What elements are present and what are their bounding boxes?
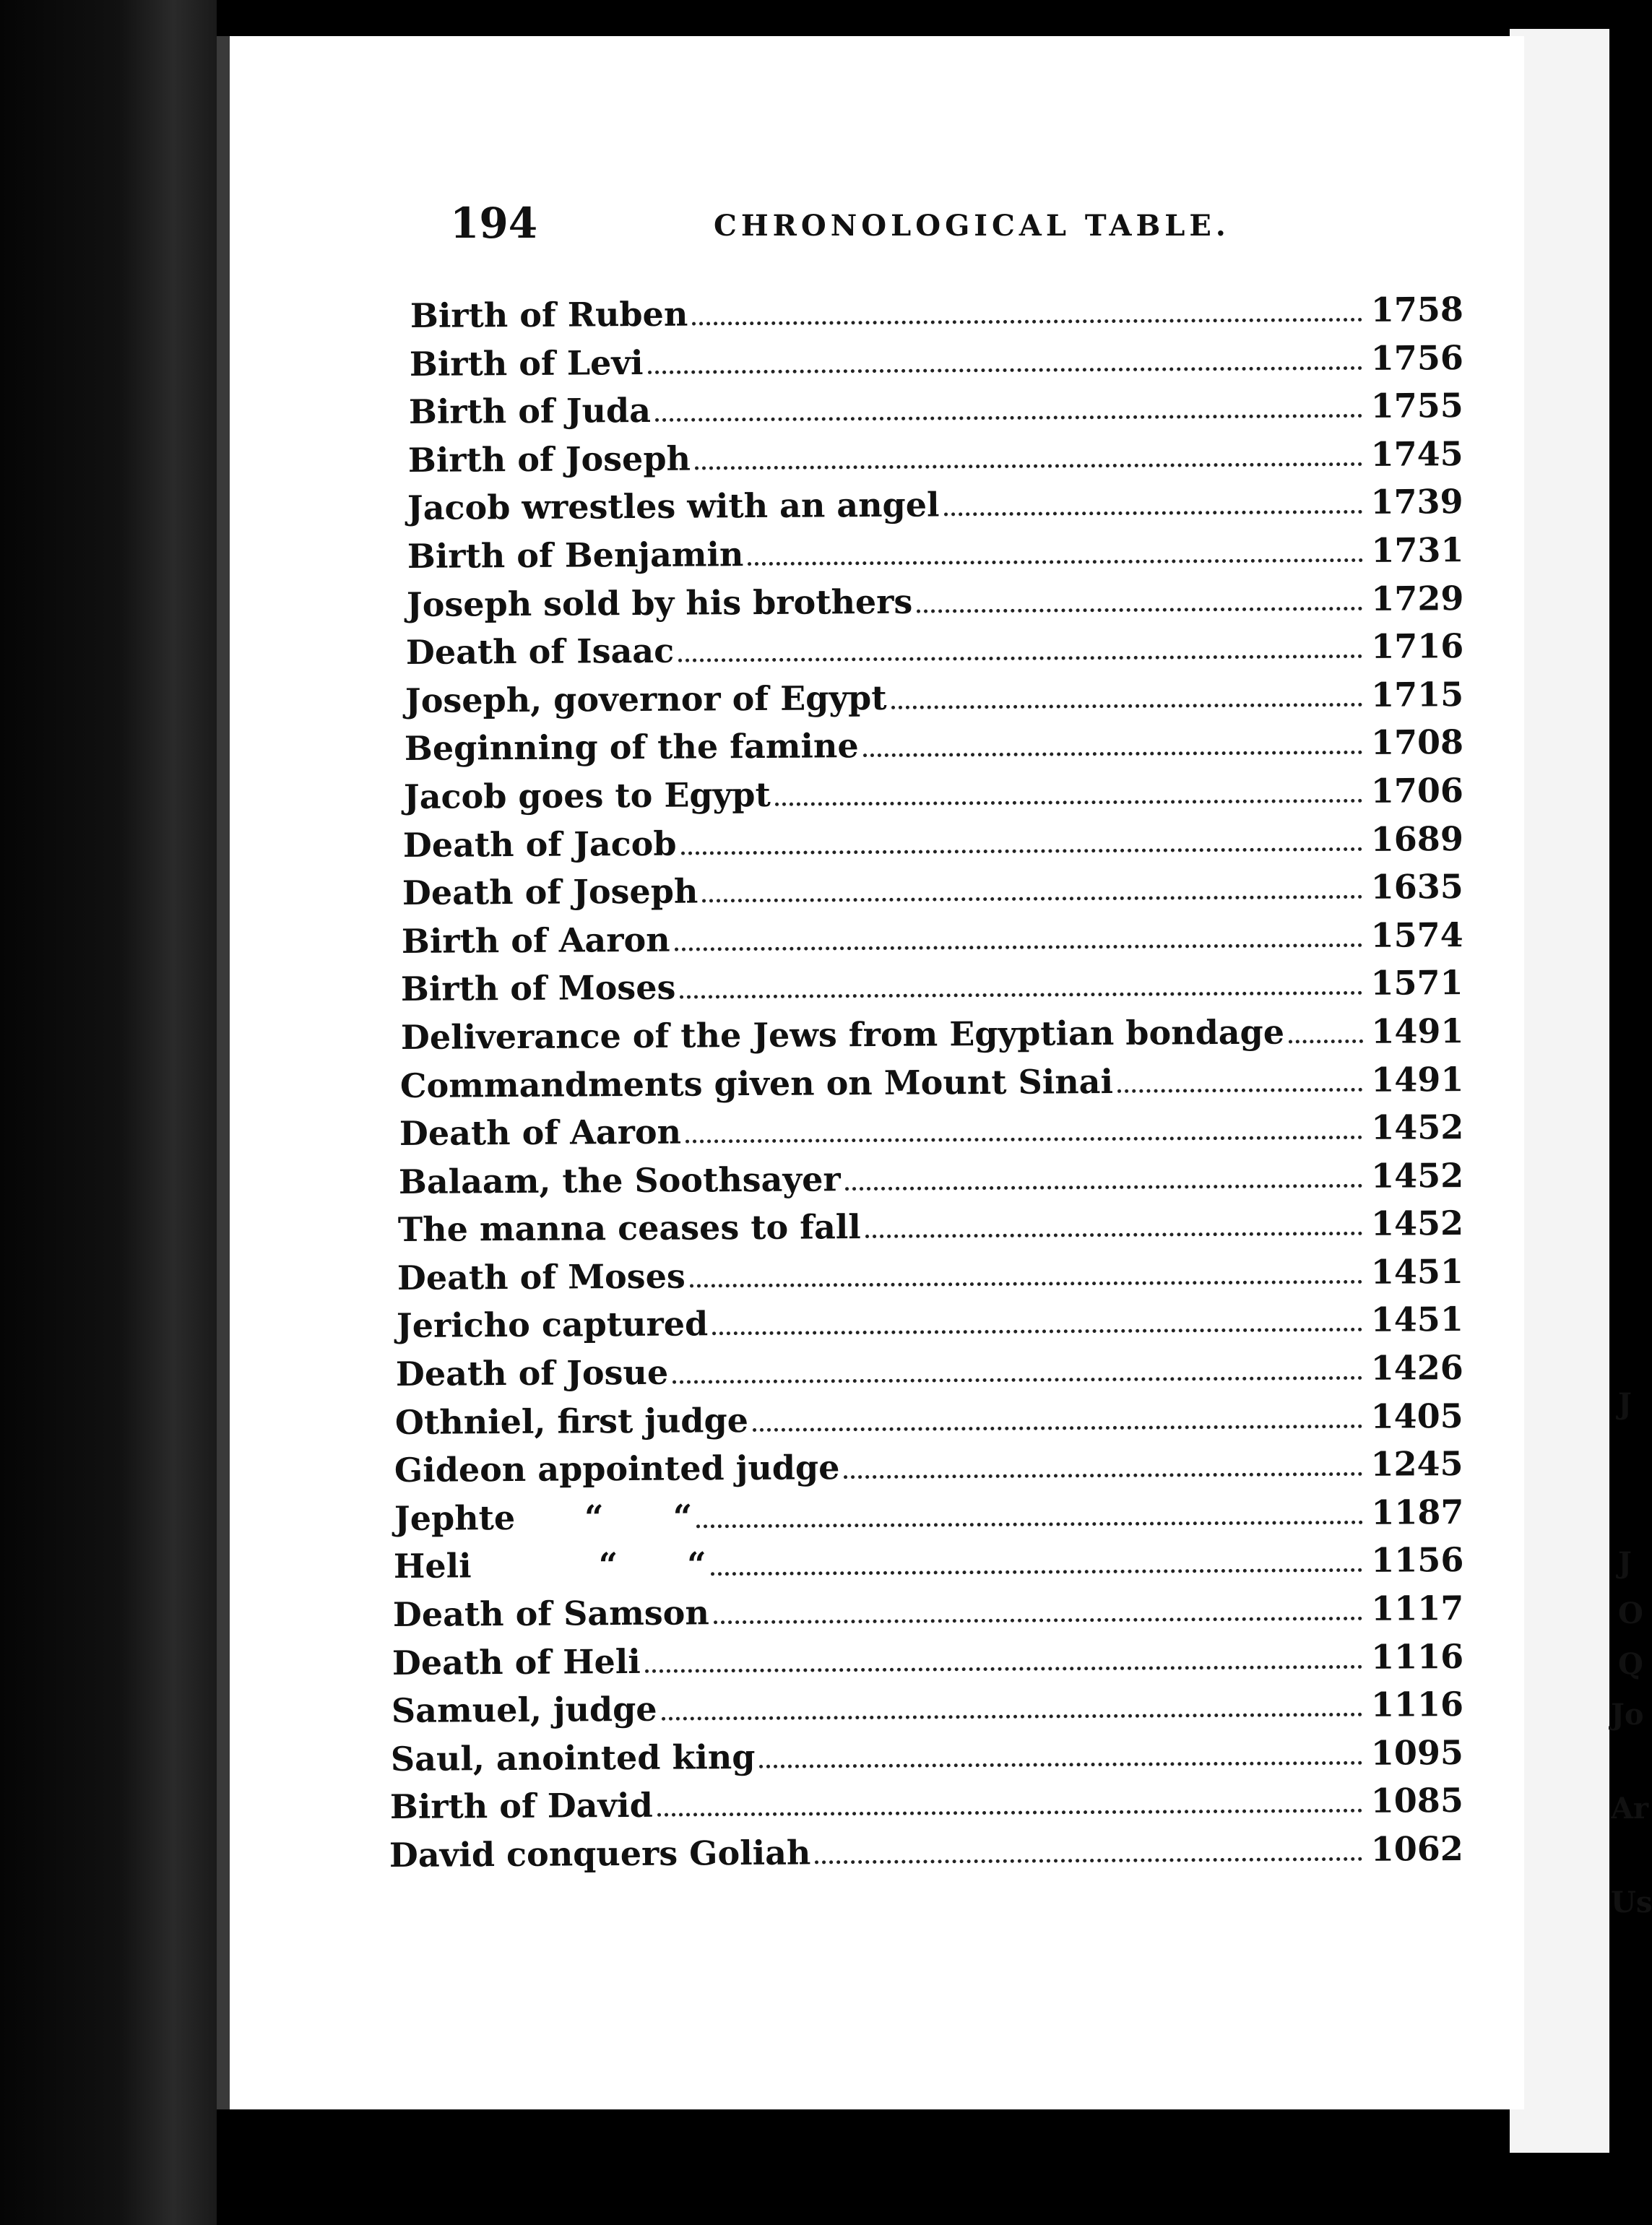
chronology-entry bbox=[389, 1828, 1464, 1884]
chronology-entry bbox=[401, 963, 1464, 1017]
event-name: Deliverance of the Jews from Egyptian bondage bbox=[400, 1012, 1284, 1057]
event-year: 1715 bbox=[1370, 674, 1464, 714]
dot-leader bbox=[844, 1184, 1362, 1191]
event-name: Othniel, first judge bbox=[395, 1400, 749, 1442]
chronology-entry bbox=[408, 386, 1464, 440]
event-year: 1116 bbox=[1370, 1636, 1464, 1677]
chronology-entry bbox=[398, 1155, 1464, 1210]
event-year: 1245 bbox=[1370, 1444, 1464, 1484]
event-year: 1635 bbox=[1370, 867, 1464, 907]
facing-fragment: J bbox=[1618, 1546, 1632, 1580]
dot-leader bbox=[681, 847, 1362, 855]
chronology-entry bbox=[390, 1732, 1464, 1788]
event-name: Birth of Benjamin bbox=[407, 535, 744, 576]
dot-leader bbox=[695, 462, 1362, 470]
event-year: 1452 bbox=[1370, 1155, 1464, 1196]
facing-fragment: Us bbox=[1611, 1885, 1652, 1919]
event-year: 1491 bbox=[1370, 1011, 1464, 1051]
dot-leader bbox=[1289, 1040, 1362, 1044]
event-year: 1755 bbox=[1370, 386, 1464, 426]
dot-leader bbox=[1117, 1087, 1362, 1092]
dot-leader bbox=[712, 1328, 1362, 1335]
event-name: Jacob goes to Egypt bbox=[403, 774, 771, 816]
dot-leader bbox=[917, 606, 1362, 613]
chronology-entry bbox=[402, 818, 1464, 873]
event-name: Saul, anointed king bbox=[390, 1737, 756, 1779]
event-name: Beginning of the famine bbox=[404, 726, 859, 769]
dot-leader bbox=[816, 1857, 1362, 1865]
event-name: Heli “ “ bbox=[393, 1544, 706, 1586]
dot-leader bbox=[753, 1424, 1362, 1431]
event-name: Death of Jacob bbox=[402, 824, 677, 865]
scan-dark-margin bbox=[0, 0, 217, 2225]
chronology-entry bbox=[394, 1492, 1464, 1547]
facing-fragment: O bbox=[1618, 1597, 1643, 1630]
event-year: 1739 bbox=[1370, 482, 1464, 522]
event-name: Birth of Aaron bbox=[402, 920, 671, 961]
event-name: Samuel, judge bbox=[391, 1689, 657, 1731]
dot-leader bbox=[690, 1280, 1362, 1288]
event-year: 1062 bbox=[1370, 1828, 1464, 1869]
chronology-entry bbox=[400, 1011, 1464, 1066]
event-name: David conquers Goliah bbox=[389, 1833, 811, 1875]
event-name: Birth of Ruben bbox=[410, 294, 688, 335]
event-year: 1689 bbox=[1370, 818, 1464, 859]
chronology-entry bbox=[409, 337, 1464, 392]
event-year: 1756 bbox=[1370, 337, 1464, 378]
chronology-entry bbox=[393, 1540, 1464, 1595]
dot-leader bbox=[696, 1521, 1362, 1529]
chronology-entry bbox=[391, 1685, 1464, 1740]
dot-leader bbox=[775, 799, 1362, 806]
chronology-list bbox=[389, 290, 1464, 1884]
chronology-entry bbox=[396, 1300, 1464, 1355]
dot-leader bbox=[686, 1136, 1362, 1144]
dot-leader bbox=[760, 1761, 1363, 1768]
event-name: Death of Isaac bbox=[405, 631, 675, 673]
event-year: 1571 bbox=[1370, 963, 1464, 1003]
book-page bbox=[217, 36, 1524, 2109]
event-name: Death of Moses bbox=[397, 1256, 686, 1297]
event-year: 1451 bbox=[1370, 1300, 1464, 1340]
event-name: Death of Aaron bbox=[399, 1112, 681, 1154]
chronology-entry bbox=[397, 1251, 1464, 1306]
event-name: Death of Heli bbox=[392, 1641, 641, 1682]
chronology-entry bbox=[403, 770, 1464, 825]
event-name: Birth of Moses bbox=[401, 967, 676, 1009]
event-year: 1156 bbox=[1370, 1540, 1464, 1581]
dot-leader bbox=[944, 510, 1362, 517]
event-year: 1095 bbox=[1370, 1732, 1464, 1773]
event-year: 1117 bbox=[1370, 1588, 1464, 1628]
event-name: Birth of David bbox=[389, 1786, 654, 1827]
event-name: Jericho captured bbox=[396, 1304, 709, 1346]
event-year: 1451 bbox=[1370, 1251, 1464, 1292]
event-year: 1452 bbox=[1370, 1107, 1464, 1147]
event-name: Death of Samson bbox=[392, 1593, 709, 1635]
event-name: Death of Josue bbox=[395, 1352, 669, 1394]
chronology-entry bbox=[407, 530, 1464, 584]
event-name: Gideon appointed judge bbox=[394, 1448, 840, 1490]
dot-leader bbox=[657, 1809, 1362, 1817]
facing-fragment: Jo bbox=[1611, 1698, 1644, 1732]
event-name: Jacob wrestles with an angel bbox=[407, 485, 940, 528]
chronology-entry bbox=[406, 578, 1464, 633]
dot-leader bbox=[865, 1232, 1362, 1238]
event-year: 1708 bbox=[1370, 722, 1464, 763]
dot-leader bbox=[710, 1568, 1362, 1576]
chronology-entry bbox=[399, 1107, 1464, 1162]
event-name: Birth of Juda bbox=[408, 391, 652, 432]
facing-fragment: Ar bbox=[1611, 1792, 1649, 1826]
dot-leader bbox=[703, 895, 1362, 903]
dot-leader bbox=[645, 1664, 1362, 1672]
event-year: 1731 bbox=[1370, 530, 1464, 570]
event-name: Joseph sold by his brothers bbox=[406, 582, 913, 624]
event-year: 1729 bbox=[1370, 578, 1464, 618]
chronology-entry bbox=[399, 1059, 1464, 1114]
chronology-entry bbox=[407, 482, 1464, 537]
chronology-entry bbox=[408, 433, 1464, 488]
chronology-entry bbox=[397, 1204, 1464, 1258]
chronology-entry bbox=[410, 290, 1464, 344]
dot-leader bbox=[680, 991, 1362, 999]
facing-fragment: J bbox=[1618, 1387, 1632, 1421]
dot-leader bbox=[692, 318, 1362, 326]
page-header bbox=[230, 199, 1524, 249]
event-year: 1574 bbox=[1370, 915, 1464, 955]
chronology-entry bbox=[402, 867, 1464, 921]
dot-leader bbox=[655, 414, 1362, 422]
facing-fragment: Q bbox=[1618, 1647, 1643, 1681]
event-name: Jephte “ “ bbox=[394, 1497, 692, 1538]
event-year: 1758 bbox=[1370, 290, 1464, 329]
event-year: 1745 bbox=[1370, 433, 1464, 474]
event-name: Birth of Levi bbox=[409, 342, 644, 384]
event-name: The manna ceases to fall bbox=[397, 1207, 861, 1250]
event-year: 1706 bbox=[1370, 770, 1464, 811]
dot-leader bbox=[714, 1617, 1362, 1624]
event-name: Death of Joseph bbox=[402, 871, 699, 913]
dot-leader bbox=[844, 1472, 1362, 1479]
event-year: 1716 bbox=[1370, 626, 1464, 666]
dot-leader bbox=[675, 943, 1362, 951]
chronology-entry bbox=[402, 915, 1464, 969]
event-year: 1116 bbox=[1370, 1685, 1464, 1724]
event-year: 1426 bbox=[1370, 1348, 1464, 1388]
dot-leader bbox=[678, 654, 1362, 662]
chronology-entry bbox=[392, 1588, 1464, 1643]
event-year: 1405 bbox=[1370, 1396, 1464, 1436]
chronology-entry bbox=[395, 1348, 1464, 1403]
event-name: Birth of Joseph bbox=[408, 438, 691, 480]
dot-leader bbox=[891, 703, 1362, 709]
chronology-entry bbox=[395, 1396, 1464, 1451]
running-title: CHRONOLOGICAL TABLE. bbox=[714, 209, 1230, 243]
page-number: 194 bbox=[450, 199, 538, 248]
chronology-entry bbox=[405, 626, 1464, 681]
chronology-entry bbox=[405, 674, 1464, 729]
event-name: Balaam, the Soothsayer bbox=[398, 1159, 841, 1201]
chronology-entry bbox=[404, 722, 1464, 777]
dot-leader bbox=[648, 366, 1362, 374]
event-year: 1187 bbox=[1370, 1492, 1464, 1532]
dot-leader bbox=[748, 558, 1362, 566]
dot-leader bbox=[863, 751, 1362, 757]
dot-leader bbox=[662, 1713, 1362, 1721]
event-name: Commandments given on Mount Sinai bbox=[399, 1061, 1113, 1105]
chronology-entry bbox=[394, 1444, 1464, 1499]
dot-leader bbox=[673, 1376, 1362, 1384]
event-year: 1085 bbox=[1370, 1781, 1464, 1821]
event-name: Joseph, governor of Egypt bbox=[405, 678, 887, 720]
chronology-entry bbox=[392, 1636, 1464, 1692]
event-year: 1452 bbox=[1370, 1204, 1464, 1244]
chronology-entry bbox=[389, 1781, 1464, 1836]
event-year: 1491 bbox=[1370, 1059, 1464, 1099]
